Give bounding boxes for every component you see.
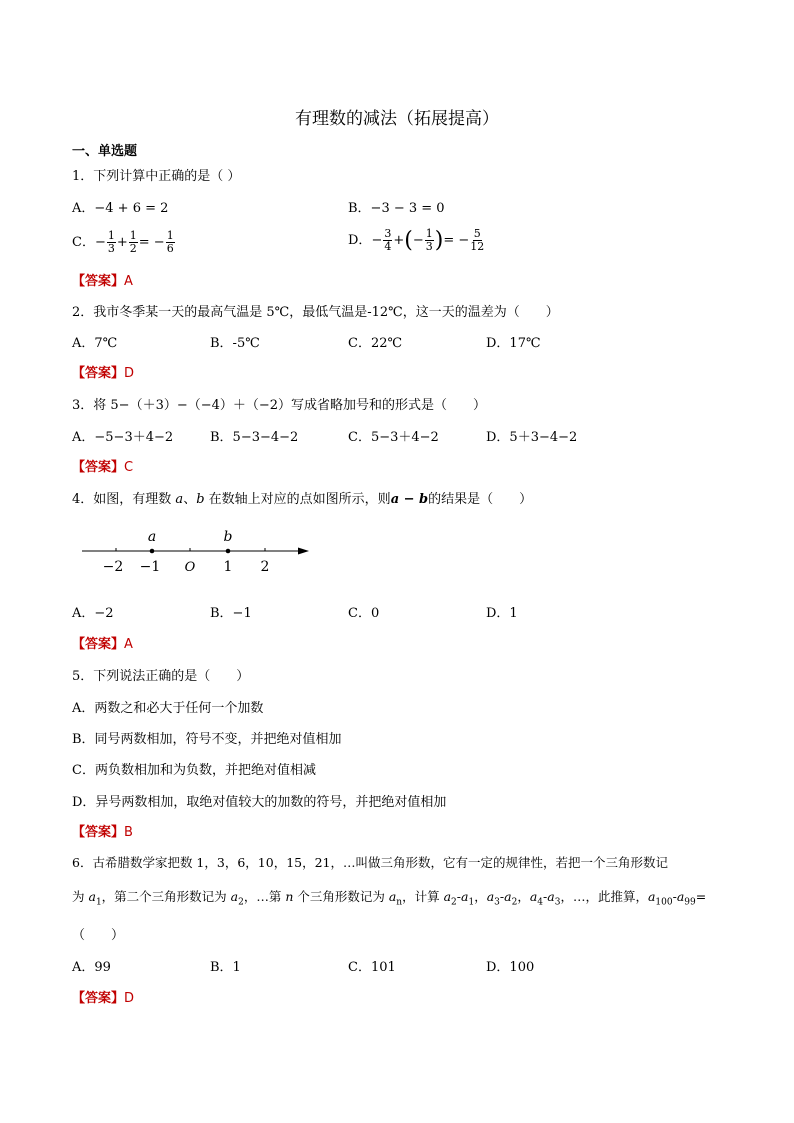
point-b-label: b [223, 529, 233, 545]
d-minus: − [371, 233, 383, 248]
question-3-option-d: D．5＋3−4−2 [486, 430, 578, 445]
point-b-dot [226, 549, 231, 554]
question-2-option-d: D．17℃ [486, 336, 541, 351]
question-6-option-b: B．1 [210, 960, 241, 975]
question-4-option-b: B．−1 [210, 606, 252, 621]
question-6-option-c: C．101 [348, 960, 396, 975]
number-line-figure [80, 528, 320, 576]
c-fraction-1: $\frac{1}{3}$ [107, 229, 115, 255]
question-6-answer: 【答案】D [72, 991, 135, 1006]
tick-label-minus-1: −1 [139, 559, 161, 575]
d-fraction-1: $\frac{3}{4}$ [384, 227, 392, 253]
question-2-option-c: C．22℃ [348, 336, 403, 351]
question-4-option-a: A．−2 [72, 606, 114, 621]
question-6-stem-line-3: （ ） [72, 928, 125, 943]
d-inner-minus: − [412, 233, 424, 248]
question-1-answer: 【答案】A [72, 274, 133, 289]
number-line-arrow-icon [298, 548, 309, 555]
point-a-dot [150, 549, 155, 554]
var-b: b [196, 492, 205, 507]
question-4-stem: 4．如图，有理数 a、b 在数轴上对应的点如图所示，则a − b的结果是（ ） [72, 492, 533, 507]
question-2-option-a: A．7℃ [72, 336, 118, 351]
tick-label-origin: O [184, 560, 196, 575]
section-heading: 一、单选题 [72, 144, 138, 159]
question-1-option-d [348, 228, 485, 253]
c-equals: = − [138, 235, 165, 250]
question-6-option-d: D．100 [486, 960, 535, 975]
question-1-stem: 1．下列计算中正确的是（ ） [72, 169, 241, 184]
c-minus: − [94, 235, 106, 250]
question-6-stem-line-1: 6．古希腊数学家把数 1，3，6，10，15，21，…叫做三角形数，它有一定的规律性，若把一个三角形数记 [72, 855, 669, 870]
question-5-option-d: D．异号两数相加，取绝对值较大的加数的符号，并把绝对值相加 [72, 795, 447, 810]
question-3-answer: 【答案】C [72, 460, 134, 475]
tick-label-minus-2: −2 [102, 559, 124, 575]
question-2-stem: 2．我市冬季某一天的最高气温是 5℃，最低气温是-12℃，这一天的温差为（ ） [72, 305, 559, 320]
question-3-stem: 3．将 5−（＋3）−（−4）＋（−2）写成省略加号和的形式是（ ） [72, 398, 487, 413]
c-fraction-2: $\frac{1}{2}$ [129, 229, 137, 255]
question-1-option-c [72, 230, 176, 255]
expression-a-minus-b: a − b [390, 492, 429, 507]
question-4-answer: 【答案】A [72, 637, 133, 652]
question-4-option-d: D．1 [486, 606, 518, 621]
option-d-label: D． [348, 233, 372, 248]
point-a-label: a [147, 529, 157, 545]
question-5-option-a: A．两数之和必大于任何一个加数 [72, 701, 264, 716]
question-5-option-b: B．同号两数相加，符号不变，并把绝对值相加 [72, 732, 342, 747]
c-plus: + [116, 235, 128, 250]
question-5-answer: 【答案】B [72, 825, 133, 840]
question-5-stem: 5．下列说法正确的是（ ） [72, 669, 250, 684]
question-6-stem-line-2: 为 $a_1$，第二个三角形数记为 $a_2$，…第 n 个三角形数记为 $a_n$，计算 $a_2-a_1$，$a_3-a_2$，$a_4-a_3$，…，此推算，$a_{100}-a_{99}=$ [72, 889, 707, 908]
question-2-option-b: B．-5℃ [210, 336, 260, 351]
d-open-paren: ( [404, 228, 413, 253]
question-3-option-c: C．5−3＋4−2 [348, 430, 439, 445]
d-fraction-3: $\frac{5}{12}$ [470, 227, 485, 253]
d-fraction-2: $\frac{1}{3}$ [425, 227, 433, 253]
question-1-option-a: A．−4 + 6 = 2 [72, 201, 169, 216]
question-3-option-b: B．5−3−4−2 [210, 430, 299, 445]
question-2-answer: 【答案】D [72, 366, 135, 381]
d-close-paren: ) [434, 228, 444, 253]
question-6-option-a: A．99 [72, 960, 111, 975]
question-3-option-a: A．−5−3＋4−2 [72, 430, 174, 445]
question-5-option-c: C．两负数相加和为负数，并把绝对值相减 [72, 763, 316, 778]
c-fraction-3: $\frac{1}{6}$ [166, 229, 174, 255]
page-title: 有理数的减法（拓展提高） [295, 109, 499, 129]
tick-label-1: 1 [223, 559, 233, 575]
var-a: a [175, 492, 184, 507]
d-equals: = − [443, 233, 470, 248]
option-c-label: C． [72, 235, 95, 250]
d-plus: + [393, 233, 405, 248]
tick-label-2: 2 [260, 559, 270, 575]
question-1-option-b: B．−3 − 3 = 0 [348, 201, 445, 216]
question-4-option-c: C．0 [348, 606, 380, 621]
